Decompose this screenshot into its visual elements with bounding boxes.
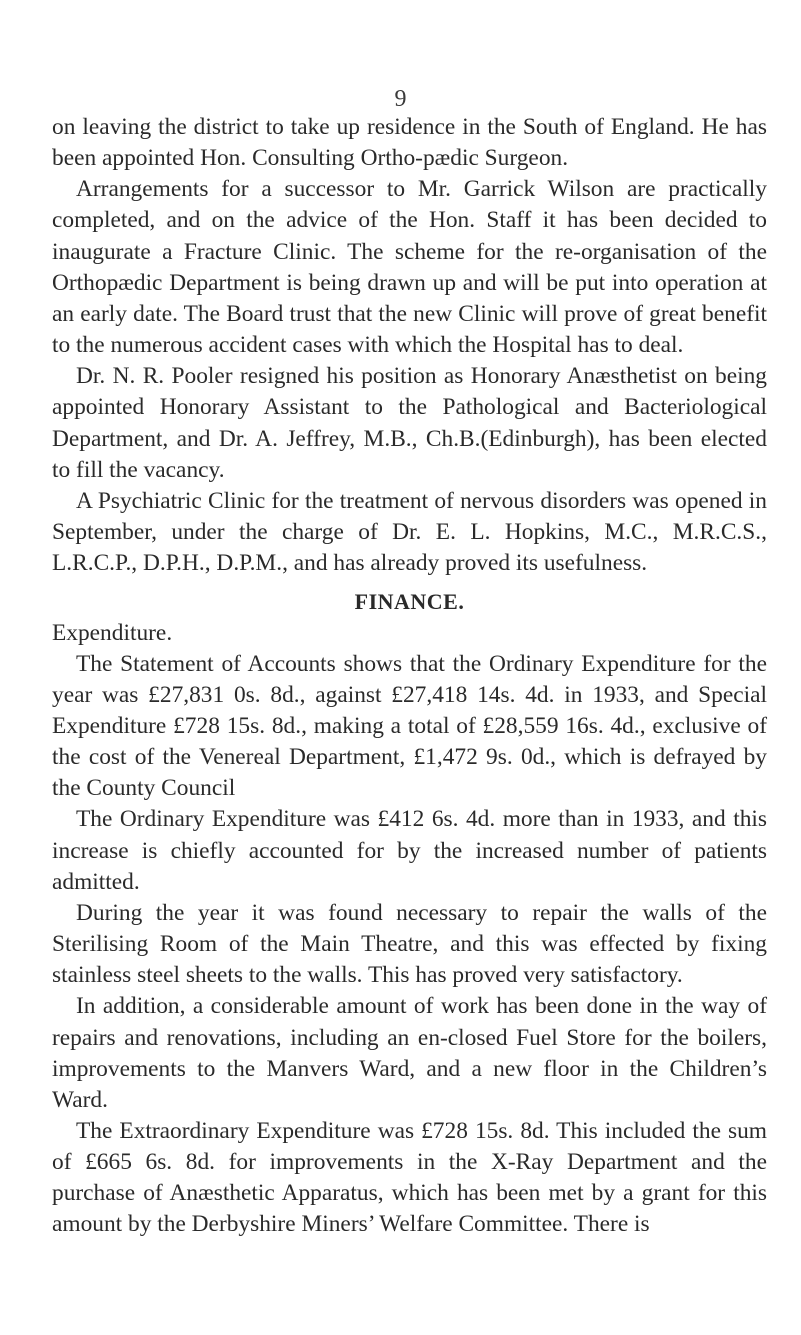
paragraph-extraordinary-expenditure: The Extraordinary Expenditure was £728 15s. 8d. This included the sum of £665 6s. 8d. for improvements in the X-Ray Department and the purchase of Anæsthetic Apparatus, which has been met by a grant for this amount by the Derbyshire Miners’ Welfare Committee. There is (52, 1118, 767, 1238)
paragraph-sterilising-room: During the year it was found necessary to repair the walls of the Sterilising Room of the Main Theatre, and this was effected by fixing stainless steel sheets to the walls. This has proved very satisfactory. (52, 899, 767, 989)
subheading: Expenditure. (52, 619, 173, 646)
paragraph-fracture-clinic: Arrangements for a successor to Mr. Garrick Wilson are practically completed, and on the advice of the Hon. Staff it has been decided to inaugurate a Fracture Clinic. The scheme for the re-organisation of the Orthopædic Department is being drawn up and will be put into operation at an early date. The Board trust that the new Clinic will prove of great benefit to the numerous accident cases with which the Hospital has to deal. (52, 176, 767, 359)
paragraph-statement-of-accounts: The Statement of Accounts shows that the Ordinary Expenditure for the year was £27,831 0s. 8d., against £27,418 14s. 4d. in 1933, and Special Expenditure £728 15s. 8d., making a total of £28,559 16s. 4d., exclusive of the cost of the Venereal Department, £1,472 9s. 0d., which is defrayed by the County Council (52, 650, 767, 802)
paragraph-anaesthetist: Dr. N. R. Pooler resigned his position as Honorary Anæsthetist on being appointed Honorary Assistant to the Pathological and Bacteriological Department, and Dr. A. Jeffrey, M.B., Ch.B.(Edinburgh), has been elected to fill the vacancy. (52, 363, 767, 483)
paragraph-continuation: on leaving the district to take up residence in the South of England. He has been appointed Hon. Consulting Ortho-pædic Surgeon. (52, 114, 767, 172)
page-number: 9 (394, 86, 407, 112)
body-text (52, 112, 767, 1241)
paragraph-ordinary-expenditure: The Ordinary Expenditure was £412 6s. 4d. more than in 1933, and this increase is chiefly accounted for by the increased number of patients admitted. (52, 806, 767, 895)
paragraph-repairs: In addition, a considerable amount of work has been done in the way of repairs and renovations, including an en-closed Fuel Store for the boilers, improvements to the Manvers Ward, and a new floor in the Children’s Ward. (52, 993, 767, 1113)
section-heading: FINANCE. (354, 589, 465, 615)
paragraph-psychiatric-clinic: A Psychiatric Clinic for the treatment of nervous disorders was opened in September, under the charge of Dr. E. L. Hopkins, M.C., M.R.C.S., L.R.C.P., D.P.H., D.P.M., and has already proved its usefulness. (52, 487, 767, 577)
